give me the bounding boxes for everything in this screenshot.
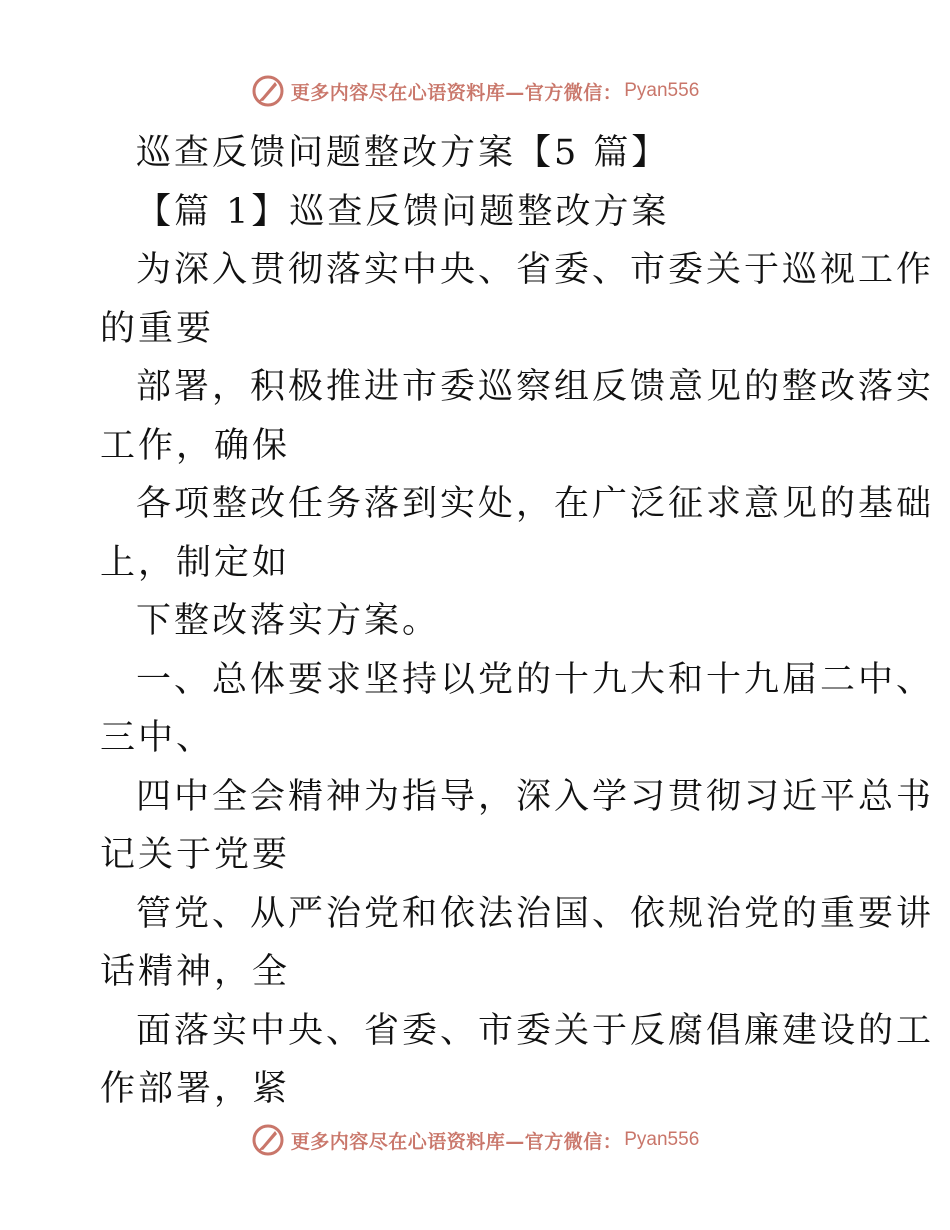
paragraph-line: 记关于党要 xyxy=(100,835,291,875)
feather-pen-logo-icon xyxy=(251,1123,285,1157)
watermark-id: Pyan556 xyxy=(624,80,700,101)
paragraph-line: 的重要 xyxy=(100,308,215,349)
watermark-footer xyxy=(0,1122,950,1158)
section-heading: 【篇 1】巡查反馈问题整改方案 xyxy=(136,191,670,232)
paragraph-line: 面落实中央、省委、市委关于反腐倡廉建设的工 xyxy=(136,1010,935,1051)
paragraph-line: 管党、从严治党和依法治国、依规治党的重要讲 xyxy=(136,893,935,934)
watermark-id: Pyan556 xyxy=(624,1129,700,1150)
watermark-header xyxy=(0,73,950,109)
watermark-text: 更多内容尽在心语资料库—官方微信： xyxy=(290,1130,623,1153)
paragraph-line: 三中、 xyxy=(100,718,215,758)
paragraph-line: 工作，确保 xyxy=(100,425,291,466)
paragraph-line: 部署，积极推进市委巡察组反馈意见的整改落实 xyxy=(136,367,935,407)
paragraph-line: 下整改落实方案。 xyxy=(136,601,441,641)
paragraph-line: 上，制定如 xyxy=(100,542,291,583)
paragraph-line: 一、总体要求坚持以党的十九大和十九届二中、 xyxy=(136,659,935,700)
document-title: 巡查反馈问题整改方案【5 篇】 xyxy=(136,133,670,173)
paragraph-line: 为深入贯彻落实中央、省委、市委关于巡视工作 xyxy=(136,250,935,290)
paragraph-line: 作部署，紧 xyxy=(100,1069,291,1109)
watermark-text: 更多内容尽在心语资料库—官方微信： xyxy=(290,81,623,104)
feather-pen-logo-icon xyxy=(251,74,285,108)
document-body xyxy=(100,124,935,1119)
paragraph-line: 话精神，全 xyxy=(100,952,291,992)
paragraph-line: 四中全会精神为指导，深入学习贯彻习近平总书 xyxy=(136,776,935,817)
paragraph-line: 各项整改任务落到实处，在广泛征求意见的基础 xyxy=(136,484,935,524)
